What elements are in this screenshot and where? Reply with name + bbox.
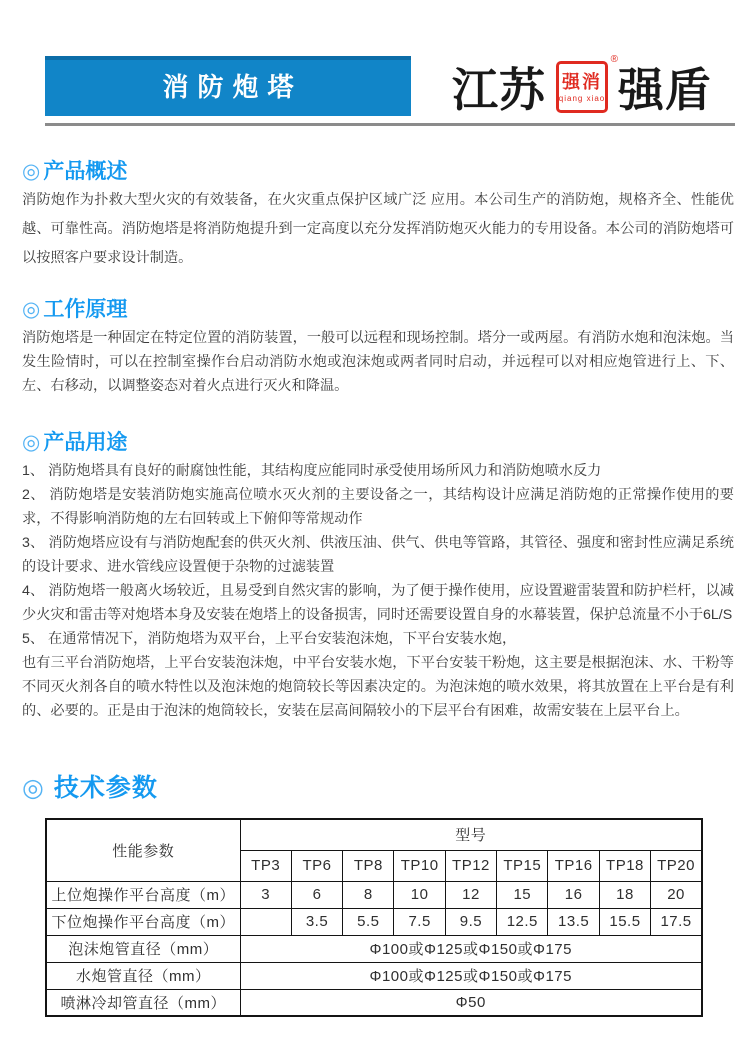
spec-value-cell: 20 bbox=[651, 881, 702, 908]
model-column-header: TP12 bbox=[445, 850, 496, 881]
spec-row-upper-platform bbox=[46, 881, 702, 908]
model-column-header: TP3 bbox=[240, 850, 291, 881]
section-overview-heading-text: 产品概述 bbox=[43, 160, 128, 183]
section-overview-body: 消防炮作为扑救大型火灾的有效装备，在火灾重点保护区域广泛 应用。本公司生产的消防炮，规格齐全、性能优越、可靠性高。消防炮塔是将消防炮提升到一定高度以充分发挥消防炮灭火能力的专用设备。本公司的消防炮塔可以按照客户要求设计制造。 bbox=[22, 192, 734, 266]
usage-item-1: 1、 消防炮塔具有良好的耐腐蚀性能，其结构度应能同时承受使用场所风力和消防炮喷水反力 bbox=[22, 463, 602, 479]
model-column-header: TP10 bbox=[394, 850, 445, 881]
spec-row-label: 水炮管直径（mm） bbox=[46, 962, 240, 989]
model-column-header: TP8 bbox=[343, 850, 394, 881]
bullseye-icon: ◎ bbox=[22, 774, 45, 802]
spec-span-value-cell: Φ100或Φ125或Φ150或Φ175 bbox=[240, 935, 702, 962]
section-specs-heading-text: 技术参数 bbox=[53, 774, 158, 802]
spec-value-cell: 3 bbox=[240, 881, 291, 908]
spec-value-cell: 8 bbox=[343, 881, 394, 908]
brand-stamp-seal bbox=[556, 54, 618, 113]
spec-span-value-cell: Φ100或Φ125或Φ150或Φ175 bbox=[240, 962, 702, 989]
spec-row-label: 泡沫炮管直径（mm） bbox=[46, 935, 240, 962]
spec-value-cell: 9.5 bbox=[445, 908, 496, 935]
model-column-header: TP6 bbox=[291, 850, 342, 881]
spec-table-corner-header: 性能参数 bbox=[46, 819, 240, 881]
spec-value-cell: 15.5 bbox=[599, 908, 650, 935]
spec-value-cell: 16 bbox=[548, 881, 599, 908]
section-principle-heading-text: 工作原理 bbox=[43, 298, 128, 321]
spec-row-lower-platform bbox=[46, 908, 702, 935]
spec-value-cell: 17.5 bbox=[651, 908, 702, 935]
spec-row-foam-pipe bbox=[46, 935, 702, 962]
brand-suffix-text: 强盾 bbox=[618, 64, 712, 116]
product-title-text: 消防炮塔 bbox=[162, 72, 303, 102]
spec-row-label: 上位炮操作平台高度（m） bbox=[46, 881, 240, 908]
spec-value-cell: 15 bbox=[497, 881, 548, 908]
section-usage-heading bbox=[22, 426, 127, 456]
bullseye-icon: ◎ bbox=[22, 298, 41, 321]
section-overview-heading bbox=[22, 155, 127, 185]
spec-row-label: 喷淋冷却管直径（mm） bbox=[46, 989, 240, 1016]
model-column-header: TP18 bbox=[599, 850, 650, 881]
usage-item-6: 也有三平台消防炮塔，上平台安装泡沫炮，中平台安装水炮，下平台安装干粉炮，这主要是根据泡沫、水、干粉等不同灭火剂各自的喷水特性以及泡沫炮的炮筒较长等因素决定的。为泡沫炮的喷水效果，将其放置在上平台是有利的、必要的。正是由于泡沫的炮筒较长，安装在层高间隔较小的下层平台有困难，故需安装在上层平台上。 bbox=[22, 655, 734, 719]
spec-span-value-cell: Φ50 bbox=[240, 989, 702, 1016]
stamp-pinyin-text: qiang xiao bbox=[558, 93, 606, 103]
spec-value-cell: 6 bbox=[291, 881, 342, 908]
spec-value-cell: 10 bbox=[394, 881, 445, 908]
section-principle-heading bbox=[22, 293, 127, 323]
usage-item-3: 3、 消防炮塔应设有与消防炮配套的供灭火剂、供液压油、供气、供电等管路，其管径、强度和密封性应满足系统的设计要求、进水管线应设置便于杂物的过滤装置 bbox=[22, 535, 734, 575]
spec-row-label: 下位炮操作平台高度（m） bbox=[46, 908, 240, 935]
stamp-cn-text: 强消 bbox=[562, 71, 602, 92]
spec-value-cell: 5.5 bbox=[343, 908, 394, 935]
spec-value-cell: 12 bbox=[445, 881, 496, 908]
spec-value-cell bbox=[240, 908, 291, 935]
usage-item-5: 5、 在通常情况下，消防炮塔为双平台，上平台安装泡沫炮，下平台安装水炮， bbox=[22, 631, 517, 647]
bullseye-icon: ◎ bbox=[22, 431, 41, 454]
spec-value-cell: 7.5 bbox=[394, 908, 445, 935]
section-usage-heading-text: 产品用途 bbox=[43, 431, 128, 454]
spec-value-cell: 18 bbox=[599, 881, 650, 908]
brand-logo bbox=[452, 54, 712, 116]
spec-value-cell: 3.5 bbox=[291, 908, 342, 935]
model-column-header: TP15 bbox=[497, 850, 548, 881]
section-principle-body: 消防炮塔是一种固定在特定位置的消防装置，一般可以远程和现场控制。塔分一或两屋。有消防水炮和泡沫炮。当发生险情时，可以在控制室操作台启动消防水炮或泡沫炮或两者同时启动，并远程可以对相应炮管进行上、下、左、右移动，以调整姿态对着火点进行灭火和降温。 bbox=[22, 330, 734, 394]
brand-prefix-text: 江苏 bbox=[452, 64, 546, 116]
spec-table-model-group-header: 型号 bbox=[240, 819, 702, 850]
spec-row-water-pipe bbox=[46, 962, 702, 989]
registered-trademark-icon: ® bbox=[610, 54, 618, 65]
bullseye-icon: ◎ bbox=[22, 160, 41, 183]
section-specs-heading bbox=[22, 768, 158, 804]
spec-table bbox=[45, 818, 703, 1017]
header-divider bbox=[45, 123, 735, 126]
usage-item-4: 4、 消防炮塔一般离火场较近，且易受到自然灾害的影响，为了便于操作使用，应设置避雷装置和防护栏杆，以减少火灾和雷击等对炮塔本身及安装在炮塔上的设备损害，同时还需要设置自身的水幕装置，保护总流量不小于6L/S bbox=[22, 583, 734, 623]
spec-value-cell: 13.5 bbox=[548, 908, 599, 935]
brand-stamp-box bbox=[556, 61, 608, 113]
spec-row-spray-pipe bbox=[46, 989, 702, 1016]
usage-item-2: 2、 消防炮塔是安装消防炮实施高位喷水灭火剂的主要设备之一，其结构设计应满足消防炮的正常操作使用的要求，不得影响消防炮的左右回转或上下俯仰等常规动作 bbox=[22, 487, 734, 527]
model-column-header: TP16 bbox=[548, 850, 599, 881]
spec-value-cell: 12.5 bbox=[497, 908, 548, 935]
product-title-box bbox=[45, 56, 411, 116]
model-column-header: TP20 bbox=[651, 850, 702, 881]
section-usage-body bbox=[22, 459, 734, 723]
